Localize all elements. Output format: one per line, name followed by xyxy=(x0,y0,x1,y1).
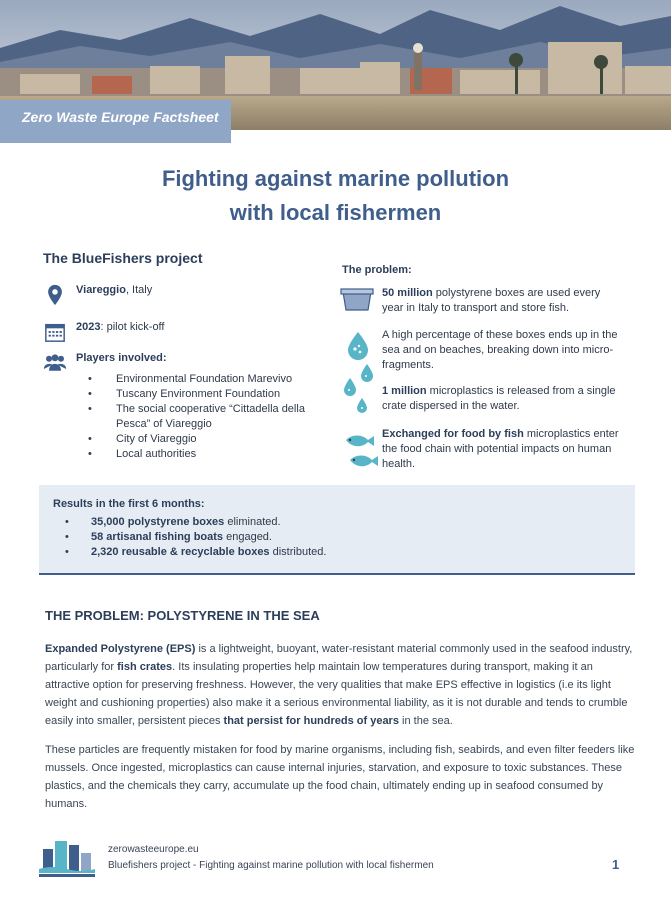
footer-document-title: Bluefishers project - Fighting against marine pollution with local fishermen xyxy=(108,860,434,871)
list-item: • City of Viareggio xyxy=(88,432,328,447)
result-value: 35,000 polystyrene boxes xyxy=(91,516,225,528)
section-title: THE PROBLEM: POLYSTYRENE IN THE SEA xyxy=(45,608,320,623)
page-title xyxy=(0,162,671,230)
problem-heading: The problem: xyxy=(342,264,412,276)
problem-item-microplastics xyxy=(382,384,622,414)
list-item xyxy=(53,530,326,545)
location-pin-icon xyxy=(43,284,67,306)
list-item: • The social cooperative “Cittadella della Pesca” of Viareggio xyxy=(88,402,328,432)
problem-item-fragments: A high percentage of these boxes ends up in the sea and on beaches, breaking down into micro-fragments. xyxy=(382,329,618,371)
page-title-line1: Fighting against marine pollution xyxy=(161,166,510,191)
problem-item-boxes-text: polystyrene boxes are used every year in Italy to transport and store fish. xyxy=(382,287,601,314)
pilot-label: : pilot kick-off xyxy=(100,321,165,333)
players-list xyxy=(88,372,328,462)
polystyrene-box-icon xyxy=(340,286,374,312)
calendar-icon xyxy=(43,321,67,343)
results-box xyxy=(39,485,635,575)
problem-item-food-chain xyxy=(382,427,622,472)
pilot-year: 2023 xyxy=(76,321,101,333)
result-value: 2,320 reusable & recyclable boxes xyxy=(91,546,270,558)
people-group-icon xyxy=(43,352,67,374)
page-number: 1 xyxy=(612,857,620,872)
date-row xyxy=(43,321,164,343)
players-row xyxy=(43,352,167,374)
water-drop-icon xyxy=(343,330,373,360)
result-label: distributed. xyxy=(269,546,327,558)
result-label: engaged. xyxy=(223,531,272,543)
results-heading: Results in the first 6 months: xyxy=(53,498,205,510)
problem-item-boxes xyxy=(382,286,622,316)
eps-term: Expanded Polystyrene (EPS) xyxy=(45,643,196,655)
fish-crates-term: fish crates xyxy=(117,661,173,673)
problem-item-food-chain-bold: Exchanged for food by fish xyxy=(382,428,524,440)
paragraph-ingestion: These particles are frequently mistaken for food by marine organisms, including fish, seabirds, and even filter feeders like mussels. Once ingested, microplastics can cause internal injuries, starvation, and exposure to toxic substances. These plastics, and the chemicals they carry, accumulate up the food chain, ultimately ending up in seafood consumed by humans. xyxy=(45,744,635,810)
microplastic-drops-icon xyxy=(342,364,376,414)
problem-item-microplastics-text: microplastics is released from a single crate dispersed in the water. xyxy=(382,385,616,412)
list-item: • Tuscany Environment Foundation xyxy=(88,387,328,402)
players-heading: Players involved: xyxy=(76,352,167,364)
project-heading: The BlueFishers project xyxy=(43,250,203,266)
problem-item-boxes-bold: 50 million xyxy=(382,287,433,299)
factsheet-tag: Zero Waste Europe Factsheet xyxy=(0,100,231,143)
list-item xyxy=(53,545,326,560)
result-label: eliminated. xyxy=(224,516,281,528)
list-item: • Local authorities xyxy=(88,447,328,462)
eps-text-2: . Its insulating properties help maintain low temperatures during transport, making it an attractive option for preserving freshness. However, the very qualities that make EPS effective in logistics (i.e its light weight and cushioning properties) also make it a serious environmental liability, as it is not durable and tends to crumble easily into smaller, persistent pieces xyxy=(45,661,628,727)
paragraph-eps xyxy=(45,640,635,730)
footer-url[interactable]: zerowasteeurope.eu xyxy=(108,844,199,855)
list-item: • Environmental Foundation Marevivo xyxy=(88,372,328,387)
list-item xyxy=(53,515,326,530)
persist-term: that persist for hundreds of years xyxy=(223,715,399,727)
eps-text-1: is a lightweight, buoyant, water-resistant material commonly used in the seafood industry, particularly for xyxy=(45,643,633,673)
fish-icon xyxy=(340,430,380,470)
location-country: , Italy xyxy=(125,284,153,296)
problem-item-food-chain-text: microplastics enter the food chain with potential impacts on human health. xyxy=(382,428,619,470)
location-city: Viareggio xyxy=(76,284,126,296)
eps-text-3: in the sea. xyxy=(398,715,453,727)
page-title-line2: with local fishermen xyxy=(229,200,442,225)
location-row xyxy=(43,284,152,306)
results-list xyxy=(53,515,326,560)
problem-item-microplastics-bold: 1 million xyxy=(382,385,427,397)
bluefishers-logo xyxy=(39,835,95,879)
result-value: 58 artisanal fishing boats xyxy=(91,531,224,543)
